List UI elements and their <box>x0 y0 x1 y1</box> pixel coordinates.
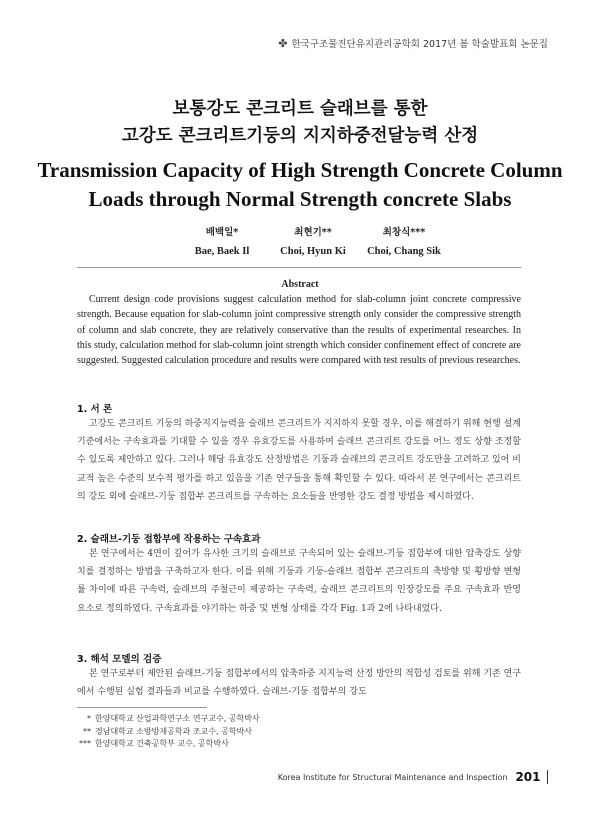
title-korean-line-2: 고강도 콘크리트기둥의 지지하중전달능력 산정 <box>121 126 479 146</box>
author-1-name-ko: 배백일* <box>205 227 239 238</box>
abstract-text: Current design code provisions suggest calculation method for slab-column joint concrete compressive strength. Because equation for slab-column joint compressive strength only consider the compressive strength of column and slab concrete, they are relatively conservative than the results of experimental researches. In this study, calculation method for slab-column joint strength which consider confinement effect of concrete are suggested. Suggested calculation procedure and results were compared with test results of previous researches. <box>77 294 521 367</box>
running-header <box>278 36 548 50</box>
author-3-name-ko: 최창식*** <box>382 227 426 238</box>
section-2-heading: 2. 슬래브-기둥 접합부에 작용하는 구속효과 <box>77 534 261 545</box>
author-2-name-ko: 최현기** <box>294 227 332 238</box>
footnote-1-text: 한양대학교 산업과학연구소 연구교수, 공학박사 <box>95 714 260 723</box>
journal-name: 한국구조물진단유지관리공학회 2017년 봄 학술발표회 논문집 <box>291 39 548 50</box>
footnote-1-symbol: * <box>87 714 91 723</box>
footnote-3-text: 한양대학교 건축공학부 교수, 공학박사 <box>95 739 229 748</box>
footer-organization: Korea Institute for Structural Maintenance and Inspection <box>277 772 508 782</box>
title-english-line-2: Loads through Normal Strength concrete Slabs <box>88 187 512 211</box>
footnote-2 <box>77 726 377 739</box>
title-korean-line-1: 보통강도 콘크리트 슬래브를 통한 <box>172 99 428 119</box>
footnote-1 <box>77 713 377 726</box>
author-2-name-en: Choi, Hyun Ki <box>280 246 346 257</box>
title-english-line-1: Transmission Capacity of High Strength Concrete Column <box>37 158 563 182</box>
footer-bar <box>547 770 549 784</box>
section-1-heading: 1. 서 론 <box>77 404 113 415</box>
title-english <box>0 156 600 214</box>
abstract-divider <box>77 267 521 268</box>
author-1-name-en: Bae, Baek Il <box>194 246 250 257</box>
abstract-heading: Abstract <box>281 279 319 290</box>
section-1-text: 고강도 콘크리트 기둥의 하중지지능력을 슬래브 콘크리트가 지지하지 못할 경우, 이를 해결하기 위해 현행 설계기준에서는 구속효과를 기대할 수 있을 경우 유효강도를 사용하여 슬래브 콘크리트 강도를 어느 정도 상향 조정할 수 있도록 제안하고 있다. 그러나 해당 유효강도 산정방법은 기둥과 슬래브의 콘크리트 강도만을 고려하고 있어 비교적 높은 수준의 보수적 평가를 하고 있음을 기존 연구들을 통해 확인할 수 있다. 따라서 본 연구에서는 콘크리트의 강도 외에 슬래브-기둥 접합부 콘크리트를 구속하는 요소들을 반영한 강도 결정 방법을 제시하였다. <box>77 419 521 502</box>
section-3-heading: 3. 해석 모델의 검증 <box>77 654 162 665</box>
footnote-3-symbol: *** <box>79 739 91 748</box>
page-number: 201 <box>515 770 541 784</box>
footnote-2-symbol: ** <box>83 726 91 736</box>
section-3-text: 본 연구로부터 제안된 슬래브-기둥 접합부에서의 압축하중 지지능력 산정 방안의 적합성 검토를 위해 기존 연구에서 수행된 실험 결과들과 비교를 수행하였다. 슬래브-기둥 접합부의 강도 <box>77 669 521 698</box>
footnote-3 <box>77 738 377 751</box>
footnote-2-text: 경남대학교 소방방재공학과 조교수, 공학박사 <box>95 726 253 736</box>
page-footer <box>278 770 548 784</box>
author-3 <box>349 226 459 260</box>
section-2-text: 본 연구에서는 4면이 깊어가 유사한 크기의 슬래브로 구속되어 있는 슬래브-기둥 접합부에 대한 압축강도 상향치를 결정하는 방법을 구축하고자 한다. 이를 위해 기둥과 기둥-슬래브 접합부 콘크리트의 축방향 및 횡방향 변형률 차이에 따른 구속력, 슬래브의 주철근이 제공하는 구속력, 슬래브 콘크리트의 인장강도를 주요 구속효과 반영 요소로 정의하였다. 구속효과를 야기하는 하중 및 변형 상태를 각각 Fig. 1과 2에 나타내었다. <box>77 549 521 614</box>
title-korean <box>0 96 600 150</box>
footnote-divider <box>77 707 207 708</box>
author-3-name-en: Choi, Chang Sik <box>367 246 441 257</box>
flower-icon: ✤ <box>278 36 288 50</box>
footnotes <box>77 713 377 751</box>
